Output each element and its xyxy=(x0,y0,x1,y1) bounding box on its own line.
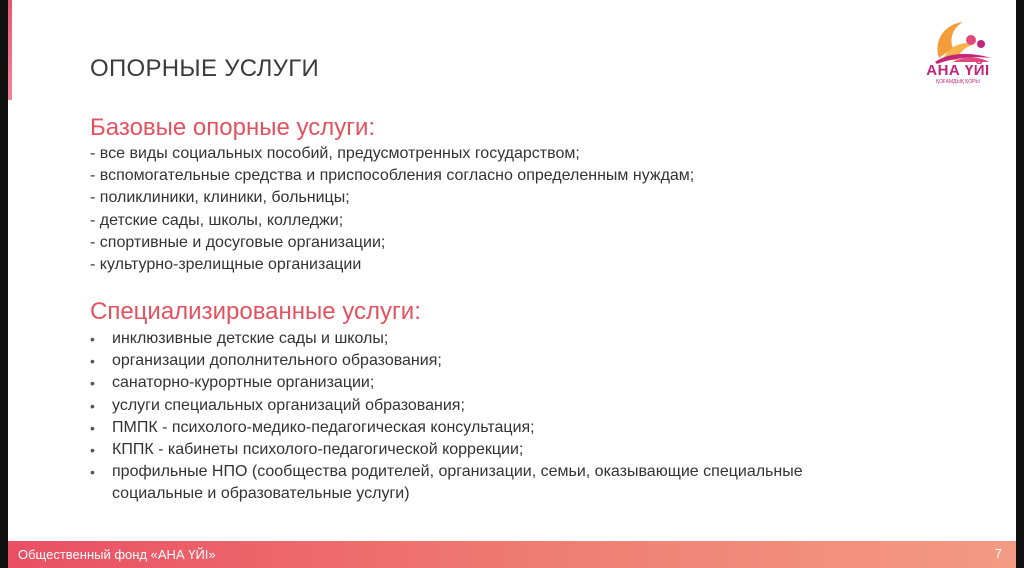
bullet-icon: • xyxy=(90,353,95,370)
bullet-icon: • xyxy=(90,331,95,347)
list-item: - вспомогательные средства и приспособления согласно определенным нуждам; xyxy=(90,167,695,185)
list-item-text: организации дополнительного образования; xyxy=(112,352,442,370)
basic-services-heading: Базовые опорные услуги: xyxy=(90,114,376,141)
footer-bar xyxy=(8,541,1016,568)
specialized-services-heading: Специализированные услуги: xyxy=(90,298,421,325)
list-item-text: профильные НПО (сообщества родителей, организации, семьи, оказывающие специальные социальные и образовательные услуги) xyxy=(112,463,803,503)
basic-services-list xyxy=(90,143,694,276)
logo-subtitle: ҚОҒАМДЫҚ ҚОРЫ xyxy=(936,79,980,85)
list-item-text: КППК - кабинеты психолого-педагогической коррекции; xyxy=(112,440,524,458)
list-item-text: санаторно-курортные организации; xyxy=(112,374,375,392)
bullet-icon: • xyxy=(90,419,95,436)
logo xyxy=(913,18,1003,88)
list-item xyxy=(90,439,852,461)
list-item xyxy=(90,395,852,417)
list-item xyxy=(90,372,852,394)
list-item xyxy=(90,350,852,372)
bullet-icon: • xyxy=(90,441,95,458)
list-item-text: ПМПК - психолого-медико-педагогическая консультация; xyxy=(112,418,535,436)
list-item xyxy=(90,417,852,439)
list-item: - детские сады, школы, колледжи; xyxy=(90,211,344,229)
logo-text: АНА ҮЙІ xyxy=(926,62,990,79)
bullet-icon: • xyxy=(90,464,95,481)
page-number: 7 xyxy=(994,546,1002,561)
list-item: - спортивные и досуговые организации; xyxy=(90,233,386,251)
list-item: - все виды социальных пособий, предусмотренных государством; xyxy=(90,145,580,162)
bullet-icon: • xyxy=(90,397,95,414)
logo-mark-icon xyxy=(913,18,1003,64)
list-item: - культурно-зрелищные организации xyxy=(90,255,362,273)
list-item-text: услуги специальных организаций образования; xyxy=(112,396,465,414)
list-item xyxy=(90,328,852,350)
left-accent-bar xyxy=(8,0,12,100)
slide-title: ОПОРНЫЕ УСЛУГИ xyxy=(90,55,320,82)
bullet-icon: • xyxy=(90,375,95,392)
specialized-services-list xyxy=(90,328,852,506)
list-item xyxy=(90,461,852,505)
footer-text: Общественный фонд «АНА ҮЙІ» xyxy=(18,547,216,562)
list-item-text: инклюзивные детские сады и школы; xyxy=(112,330,389,347)
list-item: - поликлиники, клиники, больницы; xyxy=(90,189,350,207)
slide xyxy=(8,0,1016,568)
